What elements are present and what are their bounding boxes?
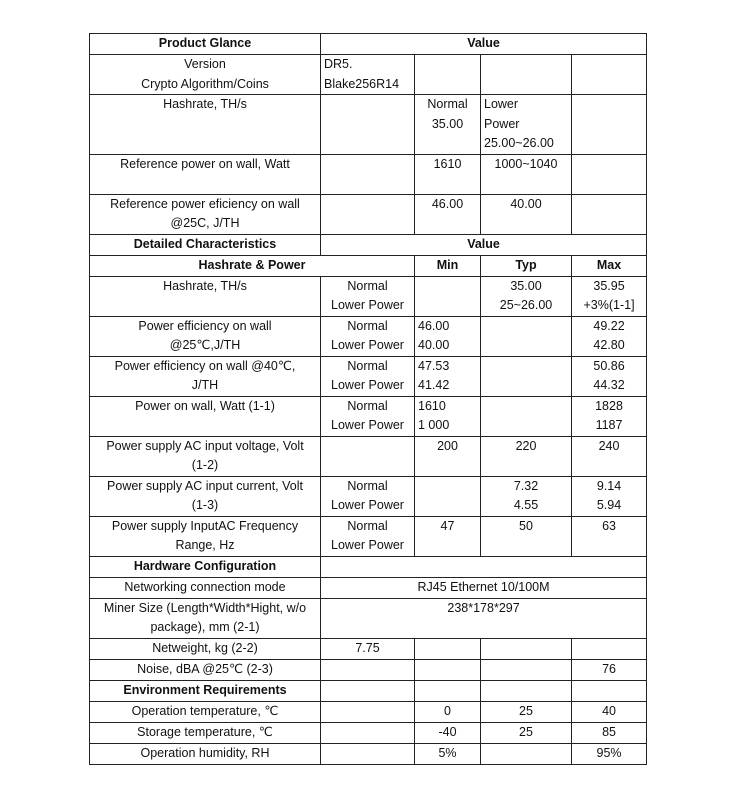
humidity-min: 5% [415,743,481,764]
storage-temp-typ: 25 [481,722,572,743]
mode-cell: Normal Lower Power [321,356,415,396]
ref-power-lower: 1000~1040 [481,154,572,194]
hashrate-power-header-row [90,255,647,276]
eff40-label: Power efficiency on wall @40℃, J/TH [90,356,321,396]
power-max: 1828 1187 [572,396,647,436]
frequency-max: 63 [572,516,647,556]
voltage-max: 240 [572,436,647,476]
frequency-label: Power supply InputAC Frequency Range, Hz [90,516,321,556]
hashrate-detail-label: Hashrate, TH/s [90,276,321,316]
storage-temp-row [90,722,647,743]
eff25-row [90,316,647,356]
op-temp-row [90,701,647,722]
networking-value: RJ45 Ethernet 10/100M [321,577,647,598]
eff25-label: Power efficiency on wall @25℃,J/TH [90,316,321,356]
version-row [90,55,647,95]
ref-eff-row [90,194,647,234]
storage-temp-max: 85 [572,722,647,743]
environment-title: Environment Requirements [90,680,321,701]
hashrate-glance-row [90,95,647,155]
environment-header-row [90,680,647,701]
ref-eff-label: Reference power eficiency on wall @25C, J/TH [90,194,321,234]
eff25-max: 49.22 42.80 [572,316,647,356]
humidity-label: Operation humidity, RH [90,743,321,764]
hashrate-max: 35.95 +3%(1-1] [572,276,647,316]
hashrate-lower: Lower Power 25.00~26.00 [481,95,572,155]
product-glance-title: Product Glance [90,34,321,55]
eff25-min: 46.00 40.00 [415,316,481,356]
frequency-row [90,516,647,556]
op-temp-label: Operation temperature, ℃ [90,701,321,722]
current-row [90,476,647,516]
typ-header: Typ [481,255,572,276]
op-temp-max: 40 [572,701,647,722]
max-header: Max [572,255,647,276]
noise-row [90,659,647,680]
op-temp-typ: 25 [481,701,572,722]
detailed-value-header: Value [321,234,647,255]
hashrate-normal: Normal 35.00 [415,95,481,155]
power-min: 1610 1 000 [415,396,481,436]
current-max: 9.14 5.94 [572,476,647,516]
hashrate-power-section: Hashrate & Power [90,255,415,276]
current-typ: 7.32 4.55 [481,476,572,516]
mode-cell: Normal Lower Power [321,516,415,556]
eff40-row [90,356,647,396]
mode-cell: Normal Lower Power [321,276,415,316]
mode-cell: Normal Lower Power [321,316,415,356]
voltage-min: 200 [415,436,481,476]
hashrate-label: Hashrate, TH/s [90,95,321,155]
power-label: Power on wall, Watt (1-1) [90,396,321,436]
hashrate-detail-row [90,276,647,316]
voltage-typ: 220 [481,436,572,476]
current-label: Power supply AC input current, Volt (1-3) [90,476,321,516]
detailed-title: Detailed Characteristics [90,234,321,255]
op-temp-min: 0 [415,701,481,722]
weight-label: Netweight, kg (2-2) [90,638,321,659]
noise-max: 76 [572,659,647,680]
spec-table [89,33,647,765]
power-row [90,396,647,436]
hashrate-typ: 35.00 25~26.00 [481,276,572,316]
noise-label: Noise, dBA @25℃ (2-3) [90,659,321,680]
networking-row [90,577,647,598]
networking-label: Networking connection mode [90,577,321,598]
eff40-max: 50.86 44.32 [572,356,647,396]
product-glance-header-row [90,34,647,55]
version-value: DR5. Blake256R14 [321,55,415,95]
hardware-header-row [90,556,647,577]
ref-eff-lower: 40.00 [481,194,572,234]
eff40-min: 47.53 41.42 [415,356,481,396]
mode-cell: Normal Lower Power [321,476,415,516]
size-label: Miner Size (Length*Width*Hight, w/o package), mm (2-1) [90,598,321,638]
frequency-typ: 50 [481,516,572,556]
frequency-min: 47 [415,516,481,556]
weight-value: 7.75 [321,638,415,659]
min-header: Min [415,255,481,276]
value-header: Value [321,34,647,55]
mode-cell: Normal Lower Power [321,396,415,436]
voltage-row [90,436,647,476]
hardware-title: Hardware Configuration [90,556,321,577]
weight-row [90,638,647,659]
ref-power-row [90,154,647,194]
storage-temp-min: -40 [415,722,481,743]
size-row [90,598,647,638]
version-label: Version Crypto Algorithm/Coins [90,55,321,95]
ref-power-normal: 1610 [415,154,481,194]
size-value: 238*178*297 [321,598,647,638]
ref-eff-normal: 46.00 [415,194,481,234]
voltage-label: Power supply AC input voltage, Volt (1-2) [90,436,321,476]
humidity-row [90,743,647,764]
humidity-max: 95% [572,743,647,764]
ref-power-label: Reference power on wall, Watt [90,154,321,194]
detailed-header-row [90,234,647,255]
storage-temp-label: Storage temperature, ℃ [90,722,321,743]
